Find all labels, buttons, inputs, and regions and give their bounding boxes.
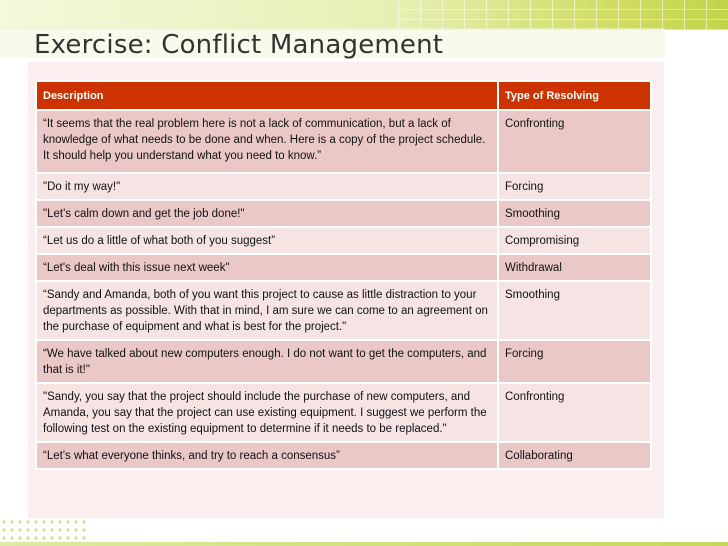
row-description: “Sandy and Amanda, both of you want this project to cause as little distraction to your departments as possible. With that in mind, I am sure we can come to an agreement on the purchase of equipment and what is best for the project.": [36, 281, 498, 340]
table-row: [36, 281, 651, 340]
row-type: Forcing: [498, 173, 651, 200]
row-description: “We have talked about new computers enough. I do not want to get the computers, and that is it!": [36, 340, 498, 383]
decorative-banner: [0, 0, 728, 30]
conflict-table: [35, 80, 652, 470]
row-description: "Sandy, you say that the project should include the purchase of new computers, and Amanda, you say that the project can use existing equipment. I suggest we perform the following test on the existing equipment to determine if it needs to be replaced.": [36, 383, 498, 442]
header-type-of-resolving: Type of Resolving: [498, 81, 651, 110]
row-type: Collaborating: [498, 442, 651, 469]
row-description: "Do it my way!": [36, 173, 498, 200]
row-type: Forcing: [498, 340, 651, 383]
table-row: [36, 200, 651, 227]
row-type: Compromising: [498, 227, 651, 254]
row-type: Smoothing: [498, 281, 651, 340]
row-description: “Let's deal with this issue next week": [36, 254, 498, 281]
table-header-row: [36, 81, 651, 110]
row-description: “It seems that the real problem here is not a lack of communication, but a lack of knowledge of what needs to be done and when. Here is a copy of the project schedule. It should help you understand what you need to know.”: [36, 110, 498, 173]
decorative-bottom-bar: [0, 542, 728, 546]
slide-title: Exercise: Conflict Management: [34, 30, 444, 60]
row-type: Confronting: [498, 383, 651, 442]
table-row: [36, 227, 651, 254]
table-row: [36, 442, 651, 469]
table-row: [36, 383, 651, 442]
row-description: "Let's calm down and get the job done!": [36, 200, 498, 227]
row-description: “Let us do a little of what both of you suggest”: [36, 227, 498, 254]
table-row: [36, 254, 651, 281]
row-type: Confronting: [498, 110, 651, 173]
table-row: [36, 340, 651, 383]
banner-grid-pattern: [398, 0, 728, 30]
table-row: [36, 173, 651, 200]
row-description: “Let's what everyone thinks, and try to reach a consensus”: [36, 442, 498, 469]
row-type: Withdrawal: [498, 254, 651, 281]
table-row: [36, 110, 651, 173]
row-type: Smoothing: [498, 200, 651, 227]
header-description: Description: [36, 81, 498, 110]
